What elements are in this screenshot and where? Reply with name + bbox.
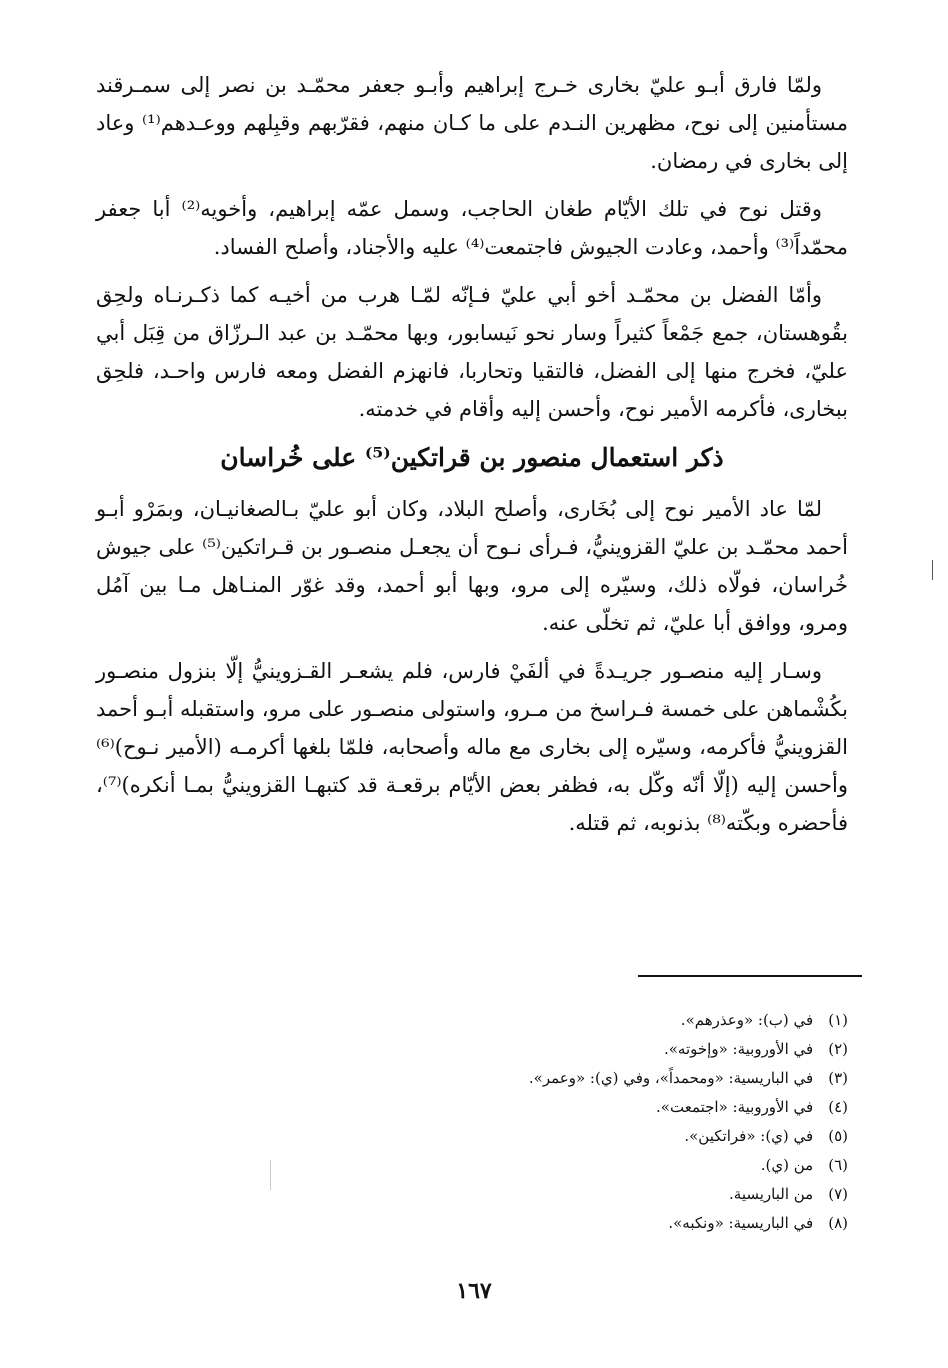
footnote-text: في الباريسية: «ومحمداً»، وفي (ي): «وعمر». (528, 1069, 814, 1087)
footnote-number: (٤) (828, 1098, 848, 1116)
footnote-number: (٥) (828, 1127, 848, 1145)
scan-mark (270, 1160, 271, 1190)
paragraph-5: وسـار إليه منصـور جريـدةً في ألفَيْ فارس، فلم يشعـر القـزوينيُّ إلّا بنزول منصـور بكُشْماهن على خمسة فـراسخ من مـرو، واستولى منصـور على مرو، واستقبله أبـو أحمد القزوينيُّ فأكرمه، وسيّره إلى بخارى مع ماله وأصحابه، فلمّا بلغها أكرمـه (الأمير نـوح)⁽⁶⁾ وأحسن إليه (إلّا أنّه وكّل به، فظفر بعض الأيّام برقعـة قد كتبهـا القزوينيُّ بمـا أنكره)⁽⁷⁾، فأحضره وبكّته⁽⁸⁾ بذنوبه، ثم قتله. (96, 659, 848, 835)
page-number: ١٦٧ (456, 1278, 492, 1304)
footnote-text: من الباريسية. (729, 1185, 814, 1203)
footnote-5 (288, 1122, 848, 1151)
footnote-1 (288, 1006, 848, 1035)
footnote-text: في الأوروبية: «وإخوته». (663, 1040, 814, 1058)
main-text (96, 66, 848, 852)
footnote-4 (288, 1093, 848, 1122)
paragraph-2: وقتل نوح في تلك الأيّام طغان الحاجب، وسمل عمّه إبراهيم، وأخويه⁽²⁾ أبا جعفر محمّداً⁽³⁾ وأحمد، وعادت الجيوش فاجتمعت⁽⁴⁾ عليه والأجناد، وأصلح الفساد. (96, 197, 848, 259)
paragraph-1: ولمّا فارق أبـو عليّ بخارى خـرج إبراهيم وأبـو جعفر محمّـد بن نصر إلى سمـرقند مستأمنين إلى نوح، مظهرين النـدم على ما كـان منهم، فقرّبهم وقبِلهم ووعـدهم⁽¹⁾ وعاد إلى بخارى في رمضان. (96, 73, 849, 173)
footnote-2 (288, 1035, 848, 1064)
footnote-text: في (ي): «فراتكين». (684, 1127, 814, 1145)
footnote-text: في (ب): «وعذرهم». (680, 1011, 814, 1029)
footnote-divider (638, 975, 862, 977)
footnote-7 (288, 1180, 848, 1209)
footnote-8 (288, 1209, 848, 1238)
footnote-text: في الباريسية: «ونكبه». (668, 1214, 814, 1232)
footnote-3 (288, 1064, 848, 1093)
footnote-6 (288, 1151, 848, 1180)
footnote-number: (٧) (828, 1185, 848, 1203)
footnote-number: (١) (828, 1011, 848, 1029)
footnote-number: (٨) (828, 1214, 848, 1232)
paragraph-4: لمّا عاد الأمير نوح إلى بُخَارى، وأصلح البلاد، وكان أبو عليّ بـالصغانيـان، وبمَرْو أبـو أحمد محمّـد بن عليّ القزوينيُّ، فـرأى نـوح أن يجعـل منصـور بن قـراتكين⁽⁵⁾ على جيوش خُراسان، فولّاه ذلك، وسيّره إلى مرو، وبها أبو أحمد، وقد غوّر المنـاهل مـا بين آمُل ومرو، ووافق أبا عليّ، ثم تخلّى عنه. (96, 497, 848, 635)
footnote-number: (٦) (828, 1156, 848, 1174)
section-heading: ذكر استعمال منصور بن قراتكين⁽⁵⁾ على خُراسان (220, 443, 724, 472)
footnote-text: من (ي). (760, 1156, 814, 1174)
footnote-text: في الأوروبية: «اجتمعت». (656, 1098, 814, 1116)
footnotes-list (288, 1006, 848, 1238)
footnote-number: (٣) (828, 1069, 848, 1087)
footnote-number: (٢) (828, 1040, 848, 1058)
margin-mark (932, 560, 933, 580)
paragraph-3: وأمّا الفضل بن محمّـد أخو أبي عليّ فـإنّه لمّـا هرب من أخيـه كما ذكـرنـاه ولحِق بقُوهستان، جمع جَمْعاً كثيراً وسار نحو نَيسابور، وبها محمّـد بن عبد الـرزّاق من قِبَل أبي عليّ، فخرج منها إلى الفضل، فالتقيا وتحاربا، فانهزم الفضل ومعه فارس واحـد، فلحِق ببخارى، فأكرمه الأمير نوح، وأحسن إليه وأقام في خدمته. (96, 283, 848, 421)
